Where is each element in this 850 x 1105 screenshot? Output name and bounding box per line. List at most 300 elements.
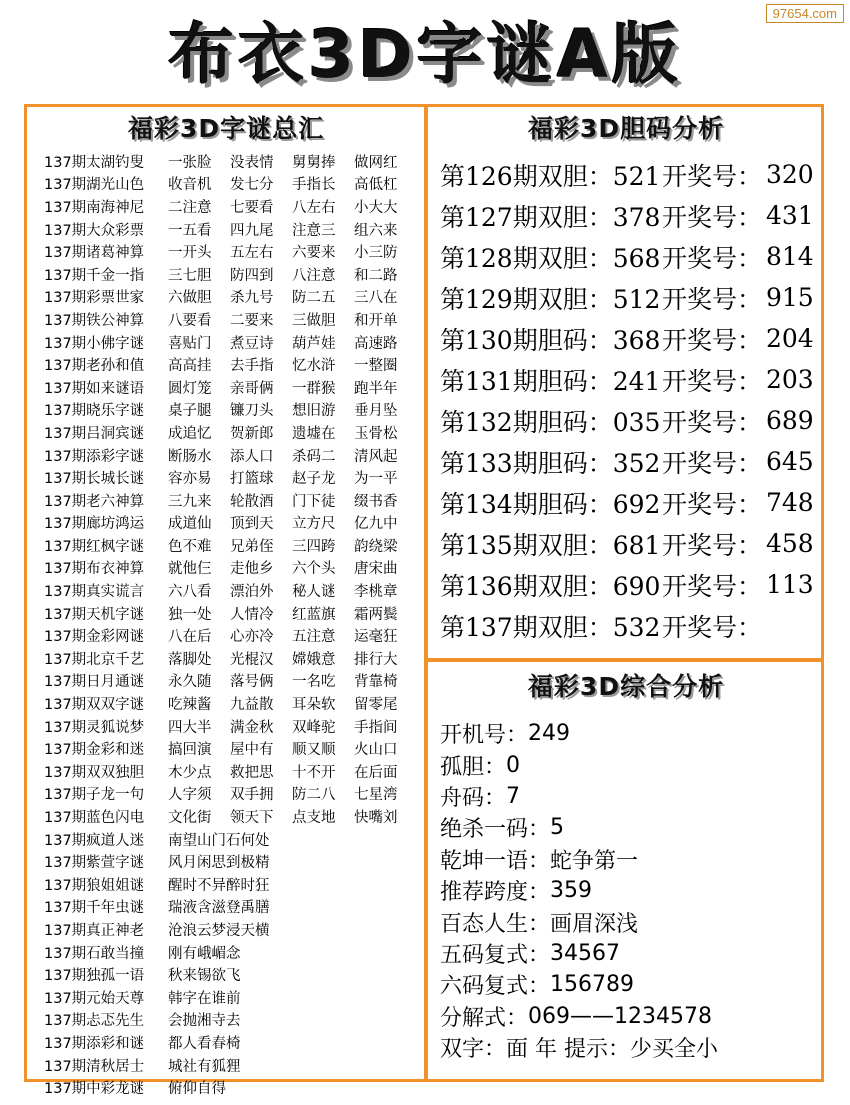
riddle-word: 七星湾 <box>354 787 398 804</box>
riddle-period: 137期元始天尊 <box>44 990 145 1007</box>
riddle-word: 南望山门石何处 <box>168 832 270 849</box>
analysis-row <box>440 749 820 780</box>
analysis-value: 156789 <box>550 972 634 998</box>
dan-row <box>440 605 820 646</box>
analysis-row <box>440 1001 820 1032</box>
riddle-word: 垂月坠 <box>354 403 398 420</box>
riddle-row <box>44 263 422 286</box>
draw-number: 320 <box>766 160 814 189</box>
riddle-word: 手指长 <box>292 177 336 194</box>
draw-label: 开奖号： <box>662 161 763 191</box>
riddle-word: 添人口 <box>230 448 274 465</box>
riddle-word: 漂泊外 <box>230 584 274 601</box>
analysis-value: 蛇争第一 <box>550 848 639 874</box>
riddle-word: 在后面 <box>354 764 398 781</box>
riddle-row <box>44 647 422 670</box>
riddle-word: 六做胆 <box>168 290 212 307</box>
riddle-word: 三九来 <box>168 493 212 510</box>
riddle-word: 一五看 <box>168 222 212 239</box>
riddle-word: 六个头 <box>292 561 336 578</box>
dan-label: 第129期双胆：512 <box>440 284 661 314</box>
draw-number: 689 <box>766 406 814 435</box>
riddle-word: 木少点 <box>168 764 212 781</box>
riddle-word: 点支地 <box>292 810 336 827</box>
riddle-period: 137期独孤一语 <box>44 968 145 985</box>
riddle-word: 一名吃 <box>292 674 336 691</box>
riddle-word: 三七胆 <box>168 267 212 284</box>
riddle-row <box>44 670 422 693</box>
riddle-word: 六八看 <box>168 584 212 601</box>
analysis-row <box>440 875 820 906</box>
riddle-word: 韩字在谁前 <box>168 990 241 1007</box>
riddle-word: 杀九号 <box>230 290 274 307</box>
riddle-row <box>44 399 422 422</box>
riddle-word: 舅舅捧 <box>292 154 336 171</box>
riddle-row <box>44 850 422 873</box>
draw-label: 开奖号： <box>662 571 763 601</box>
dan-code-list <box>440 154 820 646</box>
riddle-row <box>44 353 422 376</box>
riddle-word: 八要看 <box>168 312 212 329</box>
riddle-period: 137期铁公神算 <box>44 312 145 329</box>
riddle-word: 救把思 <box>230 764 274 781</box>
riddle-row <box>44 489 422 512</box>
riddle-word: 排行大 <box>354 651 398 668</box>
riddle-row <box>44 286 422 309</box>
riddle-period: 137期真正神老 <box>44 922 145 939</box>
riddle-word: 秘人谜 <box>292 584 336 601</box>
dan-label: 第127期双胆：378 <box>440 202 661 232</box>
dan-label: 第132期胆码：035 <box>440 407 661 437</box>
analysis-list <box>440 718 820 1063</box>
riddle-word: 永久随 <box>168 674 212 691</box>
riddle-word: 跑半年 <box>354 380 398 397</box>
analysis-value: 5 <box>550 815 565 841</box>
riddle-word: 耳朵软 <box>292 697 336 714</box>
riddle-word: 防二八 <box>292 787 336 804</box>
riddle-row <box>44 986 422 1009</box>
riddle-period: 137期双双字谜 <box>44 697 145 714</box>
riddle-word: 秋来锡欲飞 <box>168 968 241 985</box>
riddle-period: 137期廊坊鸿运 <box>44 516 145 533</box>
riddle-word: 成追忆 <box>168 425 212 442</box>
analysis-value: 359 <box>550 878 593 904</box>
riddle-row <box>44 173 422 196</box>
draw-number: 431 <box>766 201 814 230</box>
riddle-word: 八左右 <box>292 199 336 216</box>
riddle-word: 忆水浒 <box>292 358 336 375</box>
riddle-row <box>44 1076 422 1099</box>
analysis-key: 舟码： <box>440 785 507 811</box>
riddle-row <box>44 624 422 647</box>
riddle-row <box>44 534 422 557</box>
riddle-word: 领天下 <box>230 810 274 827</box>
riddle-period: 137期吕洞宾谜 <box>44 425 145 442</box>
analysis-key: 分解式： <box>440 1005 529 1031</box>
riddle-word: 和开单 <box>354 312 398 329</box>
dan-row <box>440 482 820 523</box>
riddle-word: 韵绕梁 <box>354 538 398 555</box>
riddle-word: 留零尾 <box>354 697 398 714</box>
draw-label: 开奖号： <box>662 284 763 314</box>
riddle-word: 双峰驼 <box>292 719 336 736</box>
riddle-word: 人情冷 <box>230 606 274 623</box>
draw-label: 开奖号： <box>662 489 763 519</box>
riddle-period: 137期子龙一句 <box>44 787 145 804</box>
draw-number: 203 <box>766 365 814 394</box>
dan-row <box>440 236 820 277</box>
riddle-word: 高速路 <box>354 335 398 352</box>
riddle-word: 会抛湘寺去 <box>168 1013 241 1030</box>
riddle-word: 小大大 <box>354 199 398 216</box>
riddle-row <box>44 512 422 535</box>
left-panel-title: 福彩3D字谜总汇 <box>127 114 325 143</box>
riddle-period: 137期金彩和迷 <box>44 742 145 759</box>
riddle-word: 容亦易 <box>168 471 212 488</box>
dan-row <box>440 564 820 605</box>
riddle-period: 137期清秋居士 <box>44 1058 145 1075</box>
riddle-word: 想旧游 <box>292 403 336 420</box>
riddle-word: 高高挂 <box>168 358 212 375</box>
riddle-word: 亲哥俩 <box>230 380 274 397</box>
riddle-period: 137期大众彩票 <box>44 222 145 239</box>
riddle-period: 137期中彩龙谜 <box>44 1081 145 1098</box>
riddle-period: 137期狼姐姐谜 <box>44 877 145 894</box>
riddle-word: 满金秋 <box>230 719 274 736</box>
riddle-row <box>44 1009 422 1032</box>
riddle-period: 137期南海神尼 <box>44 199 145 216</box>
dan-label: 第134期胆码：692 <box>440 489 661 519</box>
riddle-word: 清风起 <box>354 448 398 465</box>
analysis-row <box>440 906 820 937</box>
riddle-word: 八在后 <box>168 629 212 646</box>
dan-label: 第130期胆码：368 <box>440 325 661 355</box>
riddle-period: 137期红枫字谜 <box>44 538 145 555</box>
riddle-word: 为一平 <box>354 471 398 488</box>
analysis-key: 孤胆： <box>440 754 507 780</box>
riddle-row <box>44 308 422 331</box>
draw-number: 204 <box>766 324 814 353</box>
analysis-key: 开机号： <box>440 723 529 749</box>
riddle-row <box>44 963 422 986</box>
riddle-word: 没表情 <box>230 154 274 171</box>
draw-label: 开奖号： <box>662 530 763 560</box>
riddle-period: 137期灵狐说梦 <box>44 719 145 736</box>
dan-panel-title: 福彩3D胆码分析 <box>527 114 725 143</box>
riddle-word: 立方尺 <box>292 516 336 533</box>
dan-label: 第133期胆码：352 <box>440 448 661 478</box>
riddle-period: 137期北京千艺 <box>44 651 145 668</box>
analysis-value: 7 <box>506 783 521 809</box>
riddle-word: 都人看春椅 <box>168 1035 241 1052</box>
riddle-word: 门下徒 <box>292 493 336 510</box>
analysis-value: 画眉深浅 <box>550 911 639 937</box>
riddle-word: 手指间 <box>354 719 398 736</box>
riddle-row <box>44 783 422 806</box>
riddle-word: 圆灯笼 <box>168 380 212 397</box>
riddle-word: 防四到 <box>230 267 274 284</box>
riddle-period: 137期添彩字谜 <box>44 448 145 465</box>
riddle-word: 玉骨松 <box>354 425 398 442</box>
dan-row <box>440 277 820 318</box>
riddle-word: 轮散酒 <box>230 493 274 510</box>
riddle-word: 运毫狂 <box>354 629 398 646</box>
riddle-word: 色不难 <box>168 538 212 555</box>
riddle-period: 137期老孙和值 <box>44 358 145 375</box>
riddle-word: 喜贴门 <box>168 335 212 352</box>
riddle-word: 刚有峨嵋念 <box>168 945 241 962</box>
riddle-word: 红蓝旗 <box>292 606 336 623</box>
riddle-period: 137期紫萱字谜 <box>44 855 145 872</box>
analysis-value: 0 <box>506 752 521 778</box>
riddle-row <box>44 376 422 399</box>
riddle-period: 137期晓乐字谜 <box>44 403 145 420</box>
riddle-period: 137期双双独胆 <box>44 764 145 781</box>
analysis-key: 推荐跨度： <box>440 880 551 906</box>
riddle-period: 137期天机字谜 <box>44 606 145 623</box>
riddle-word: 和二路 <box>354 267 398 284</box>
dan-row <box>440 523 820 564</box>
riddle-row <box>44 195 422 218</box>
riddle-word: 走他乡 <box>230 561 274 578</box>
riddle-word: 做网红 <box>354 154 398 171</box>
riddle-word: 李桃章 <box>354 584 398 601</box>
riddle-period: 137期布衣神算 <box>44 561 145 578</box>
riddle-row <box>44 579 422 602</box>
riddle-word: 吃辣酱 <box>168 697 212 714</box>
riddle-row <box>44 896 422 919</box>
riddle-row <box>44 444 422 467</box>
analysis-key: 乾坤一语： <box>440 848 551 874</box>
riddle-period: 137期老六神算 <box>44 493 145 510</box>
dan-row <box>440 318 820 359</box>
riddle-word: 落号俩 <box>230 674 274 691</box>
riddle-period: 137期长城长谜 <box>44 471 145 488</box>
page-title: 布衣3D字谜A版 <box>168 16 682 93</box>
riddle-word: 收音机 <box>168 177 212 194</box>
riddle-row <box>44 466 422 489</box>
riddle-row <box>44 602 422 625</box>
dan-label: 第131期胆码：241 <box>440 366 661 396</box>
riddle-row <box>44 873 422 896</box>
riddle-word: 煮豆诗 <box>230 335 274 352</box>
riddle-row <box>44 557 422 580</box>
analysis-row <box>440 812 820 843</box>
riddle-word: 霜两鬓 <box>354 606 398 623</box>
riddle-period: 137期忐忑先生 <box>44 1013 145 1030</box>
riddle-word: 一群猴 <box>292 380 336 397</box>
site-watermark: 97654.com <box>766 4 844 23</box>
draw-label: 开奖号： <box>662 243 763 273</box>
dan-label: 第137期双胆：532 <box>440 612 661 642</box>
draw-label: 开奖号： <box>662 407 763 437</box>
riddle-period: 137期蓝色闪电 <box>44 810 145 827</box>
riddle-row <box>44 737 422 760</box>
dan-label: 第135期双胆：681 <box>440 530 661 560</box>
riddle-word: 城社有狐狸 <box>168 1058 241 1075</box>
riddle-period: 137期疯道人迷 <box>44 832 145 849</box>
riddle-period: 137期日月通谜 <box>44 674 145 691</box>
riddle-word: 七要看 <box>230 199 274 216</box>
analysis-key: 双字： <box>440 1037 507 1063</box>
dan-label: 第136期双胆：690 <box>440 571 661 601</box>
riddle-word: 搞回演 <box>168 742 212 759</box>
riddle-word: 组六来 <box>354 222 398 239</box>
riddle-period: 137期千年虫谜 <box>44 900 145 917</box>
riddle-word: 唐宋曲 <box>354 561 398 578</box>
riddle-period: 137期诸葛神算 <box>44 245 145 262</box>
riddle-word: 一整圈 <box>354 358 398 375</box>
analysis-key: 五码复式： <box>440 942 551 968</box>
riddle-row <box>44 1031 422 1054</box>
draw-label: 开奖号： <box>662 448 763 478</box>
analysis-panel-title: 福彩3D综合分析 <box>527 672 725 701</box>
riddle-row <box>44 828 422 851</box>
riddle-period: 137期添彩和谜 <box>44 1035 145 1052</box>
riddle-word: 断肠水 <box>168 448 212 465</box>
draw-number: 113 <box>766 570 814 599</box>
riddle-word: 人字须 <box>168 787 212 804</box>
riddle-word: 快嘴刘 <box>354 810 398 827</box>
riddle-word: 六要来 <box>292 245 336 262</box>
riddle-word: 二注意 <box>168 199 212 216</box>
draw-number: 915 <box>766 283 814 312</box>
riddle-row <box>44 941 422 964</box>
riddle-word: 三做胆 <box>292 312 336 329</box>
riddle-row <box>44 421 422 444</box>
riddle-word: 遗墟在 <box>292 425 336 442</box>
riddle-row <box>44 692 422 715</box>
riddle-list <box>44 150 422 1099</box>
analysis-row <box>440 1032 820 1063</box>
riddle-word: 赵子龙 <box>292 471 336 488</box>
draw-label: 开奖号： <box>662 202 763 232</box>
riddle-period: 137期真实谎言 <box>44 584 145 601</box>
vertical-divider <box>424 104 428 1082</box>
riddle-row <box>44 150 422 173</box>
dan-row <box>440 441 820 482</box>
riddle-word: 亿九中 <box>354 516 398 533</box>
riddle-word: 桌子腿 <box>168 403 212 420</box>
analysis-row <box>440 781 820 812</box>
riddle-word: 十不开 <box>292 764 336 781</box>
riddle-word: 沧浪云梦浸天横 <box>168 922 270 939</box>
analysis-key: 百态人生： <box>440 911 551 937</box>
horizontal-divider <box>424 658 824 662</box>
riddle-word: 三四跨 <box>292 538 336 555</box>
riddle-word: 防二五 <box>292 290 336 307</box>
riddle-row <box>44 918 422 941</box>
draw-number: 748 <box>766 488 814 517</box>
riddle-word: 光棍汉 <box>230 651 274 668</box>
riddle-period: 137期石敢当撞 <box>44 945 145 962</box>
analysis-value: 069——1234578 <box>528 1003 712 1029</box>
riddle-word: 俯仰自得 <box>168 1081 226 1098</box>
analysis-key: 六码复式： <box>440 974 551 1000</box>
riddle-word: 杀码二 <box>292 448 336 465</box>
analysis-key: 绝杀一码： <box>440 817 551 843</box>
riddle-word: 贺新郎 <box>230 425 274 442</box>
riddle-row <box>44 760 422 783</box>
riddle-word: 去手指 <box>230 358 274 375</box>
analysis-row <box>440 938 820 969</box>
riddle-word: 九益散 <box>230 697 274 714</box>
riddle-word: 高低杠 <box>354 177 398 194</box>
riddle-period: 137期金彩网谜 <box>44 629 145 646</box>
riddle-word: 成道仙 <box>168 516 212 533</box>
riddle-word: 顺又顺 <box>292 742 336 759</box>
riddle-word: 屋中有 <box>230 742 274 759</box>
riddle-word: 瑞液含滋登禹膳 <box>168 900 270 917</box>
riddle-period: 137期如来谜语 <box>44 380 145 397</box>
riddle-word: 注意三 <box>292 222 336 239</box>
riddle-word: 葫芦娃 <box>292 335 336 352</box>
riddle-word: 醒时不异醉时狂 <box>168 877 270 894</box>
dan-row <box>440 359 820 400</box>
draw-number: 814 <box>766 242 814 271</box>
riddle-row <box>44 331 422 354</box>
riddle-row <box>44 218 422 241</box>
riddle-word: 双手拥 <box>230 787 274 804</box>
dan-label: 第128期双胆：568 <box>440 243 661 273</box>
riddle-row <box>44 1054 422 1077</box>
riddle-row <box>44 715 422 738</box>
riddle-word: 发七分 <box>230 177 274 194</box>
analysis-row <box>440 969 820 1000</box>
analysis-value: 249 <box>528 721 571 747</box>
dan-label: 第126期双胆：521 <box>440 161 661 191</box>
riddle-period: 137期彩票世家 <box>44 290 145 307</box>
analysis-row <box>440 844 820 875</box>
riddle-word: 打篮球 <box>230 471 274 488</box>
riddle-period: 137期湖光山色 <box>44 177 145 194</box>
riddle-word: 四大半 <box>168 719 212 736</box>
draw-number: 458 <box>766 529 814 558</box>
draw-label: 开奖号： <box>662 325 763 355</box>
riddle-period: 137期太湖钓叟 <box>44 154 145 171</box>
riddle-word: 八注意 <box>292 267 336 284</box>
riddle-word: 一张脸 <box>168 154 212 171</box>
riddle-word: 风月闲思到极精 <box>168 855 270 872</box>
riddle-word: 五注意 <box>292 629 336 646</box>
riddle-word: 背靠椅 <box>354 674 398 691</box>
riddle-word: 一开头 <box>168 245 212 262</box>
riddle-word: 小三防 <box>354 245 398 262</box>
draw-label: 开奖号： <box>662 612 763 642</box>
analysis-row <box>440 718 820 749</box>
riddle-word: 文化街 <box>168 810 212 827</box>
draw-number: 645 <box>766 447 814 476</box>
riddle-word: 顶到天 <box>230 516 274 533</box>
riddle-word: 兄弟侄 <box>230 538 274 555</box>
riddle-word: 落脚处 <box>168 651 212 668</box>
riddle-word: 二要来 <box>230 312 274 329</box>
riddle-word: 心亦冷 <box>230 629 274 646</box>
riddle-period: 137期千金一指 <box>44 267 145 284</box>
riddle-word: 五左右 <box>230 245 274 262</box>
riddle-word: 镰刀头 <box>230 403 274 420</box>
riddle-word: 缀书香 <box>354 493 398 510</box>
riddle-word: 嫦娥意 <box>292 651 336 668</box>
riddle-period: 137期小佛字谜 <box>44 335 145 352</box>
analysis-value: 34567 <box>550 940 621 966</box>
riddle-word: 独一处 <box>168 606 212 623</box>
dan-row <box>440 154 820 195</box>
riddle-word: 就他仨 <box>168 561 212 578</box>
riddle-row <box>44 240 422 263</box>
analysis-value: 面 年 提示：少买全小 <box>506 1037 719 1063</box>
riddle-word: 火山口 <box>354 742 398 759</box>
